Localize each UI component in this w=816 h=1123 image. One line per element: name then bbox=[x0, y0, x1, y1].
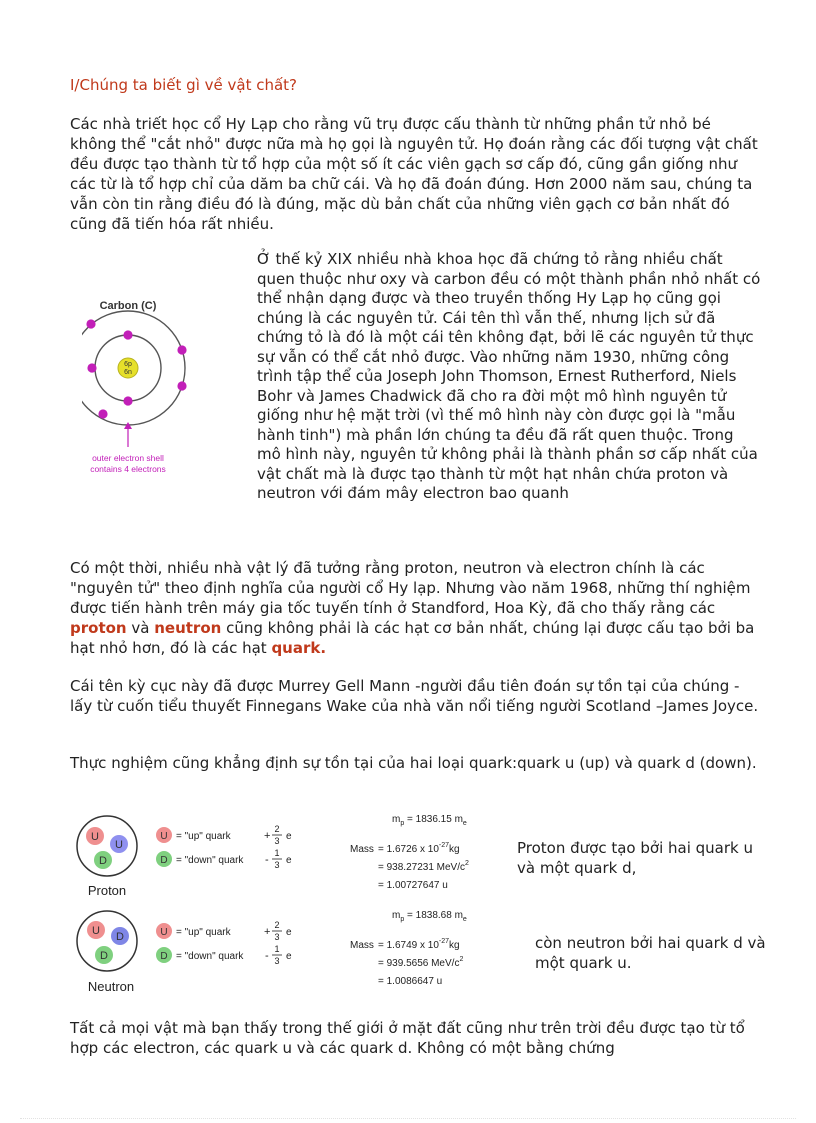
nucleus-protons: 6p bbox=[124, 361, 132, 368]
proton-neutron-figure bbox=[74, 808, 514, 1000]
down-charge-den: 3 bbox=[274, 860, 280, 870]
down-charge-e: e bbox=[286, 951, 292, 962]
highlight-quark: quark. bbox=[271, 639, 327, 657]
atom-caption-line2: contains 4 electrons bbox=[90, 464, 166, 474]
paragraph-nineteenth-century: Ở thế kỷ XIX nhiều nhà khoa học đã chứng tỏ rằng nhiều chất quen thuộc như oxy và carbon đều có một thành phần nhỏ nhất có thể nhận dạng được và theo truyền thống Hy Lạp họ cũng gọi chúng là các nguyên tử. Cái tên thì vẫn thế, nhưng lịch sử đã chứng tỏ là đó là một cái tên không đạt, bởi lẽ các nguyên tử thực sự vẫn có thể cắt nhỏ được. Vào những năm 1930, những công trình tập thể của Joseph John Thomson, Ernest Rutherford, Niels Bohr và James Chadwick đã cho ra đời một mô hình nguyên tử giống như hệ mặt trời (vì thế mô hình này còn được gọi là "mẫu hành tinh") mà phần lớn chúng ta đều đã rất quen thuộc. Trong mô hình này, nguyên tử không phải là thành phần sơ cấp nhất của vật chất mà là được tạo thành từ một hạt nhân chứa proton và neutron với đám mây electron bao quanh bbox=[257, 250, 761, 502]
legend-up-letter: U bbox=[160, 927, 168, 938]
up-charge-sign: + bbox=[264, 926, 271, 938]
up-charge-num: 2 bbox=[274, 824, 280, 834]
legend-down-text: = "down" quark bbox=[176, 951, 244, 962]
proton-up-quark-label: U bbox=[115, 839, 123, 851]
legend-up-text: = "up" quark bbox=[176, 927, 231, 938]
proton-mass-data bbox=[350, 814, 469, 891]
para3-text-b: và bbox=[126, 619, 155, 637]
paragraph-gell-mann: Cái tên kỳ cục này đã được Murrey Gell Mann -người đầu tiên đoán sự tồn tại của chúng -lấy từ cuốn tiểu thuyết Finnegans Wake của nhà văn nổi tiếng người Scotland –James Joyce. bbox=[70, 677, 759, 715]
neutron-diagram bbox=[77, 911, 137, 994]
up-charge-num: 2 bbox=[274, 920, 280, 930]
electron bbox=[98, 409, 107, 418]
proton-mass-u: = 1.00727647 u bbox=[378, 880, 448, 891]
neutron-mass-mev: = 939.5656 MeV/$c^2$ bbox=[378, 956, 464, 969]
up-charge-sign: + bbox=[264, 830, 271, 842]
legend-down-letter: D bbox=[160, 855, 168, 866]
para3-text-a: Có một thời, nhiều nhà vật lý đã tưởng rằng proton, neutron và electron chính là các "nguyên tử" theo định nghĩa của người cổ Hy lạp. Nhưng vào năm 1968, những thí nghiệm được tiến hành trên máy gia tốc tuyến tính ở Standford, Hoa Kỳ, đã cho thấy rằng các bbox=[70, 559, 751, 617]
up-charge-den: 3 bbox=[274, 836, 280, 846]
legend-down-text: = "down" quark bbox=[176, 855, 244, 866]
caption-neutron: còn neutron bởi hai quark d và một quark u. bbox=[535, 934, 766, 972]
atom-caption-line1: outer electron shell bbox=[92, 453, 164, 463]
legend-up-text: = "up" quark bbox=[176, 831, 231, 842]
proton-mass-kg: = 1.6726 x $10^{-27}kg$ bbox=[378, 842, 460, 855]
legend-down-letter: D bbox=[160, 951, 168, 962]
up-charge-e: e bbox=[286, 927, 292, 938]
paragraph-greek-philosophers: Các nhà triết học cổ Hy Lạp cho rằng vũ trụ được cấu thành từ những phần tử nhỏ bé không thể "cắt nhỏ" được nữa mà họ gọi là nguyên tử. Họ đoán rằng các đối tượng vật chất đều được tạo thành từ tổ hợp của một số ít các viên gạch sơ cấp đó, cũng gần giống như các từ là tổ hợp chỉ của dăm ba chữ cái. Và họ đã đoán đúng. Hơn 2000 năm sau, chúng ta vẫn còn tin rằng điều đó là đúng, mặc dù bản chất của những viên gạch cơ bản nhất đó cũng đã tiến hóa rất nhiều. bbox=[70, 115, 758, 233]
electron bbox=[123, 396, 132, 405]
paragraph-quark-types: Thực nghiệm cũng khẳng định sự tồn tại của hai loại quark:quark u (up) và quark d (down). bbox=[70, 754, 757, 772]
highlight-neutron: neutron bbox=[154, 619, 222, 637]
caption-proton: Proton được tạo bởi hai quark u và một quark d, bbox=[517, 839, 753, 877]
neutron-mass-kg: = 1.6749 x $10^{-27}kg$ bbox=[378, 938, 460, 951]
neutron-label: Neutron bbox=[87, 979, 135, 994]
up-charge-den: 3 bbox=[274, 932, 280, 942]
neutron-down-quark-label: D bbox=[116, 931, 124, 943]
electron bbox=[86, 319, 95, 328]
paragraph-everything: Tất cả mọi vật mà bạn thấy trong thế giới ở mặt đất cũng như trên trời đều được tạo từ tổ hợp các electron, các quark u và các quark d. Không có một bằng chứng bbox=[70, 1019, 745, 1057]
page-bottom-rule bbox=[20, 1118, 796, 1119]
para3-text-c: cũng không phải là các hạt cơ bản nhất, chúng lại được cấu tạo bởi ba hạt nhỏ hơn, đó là các hạt bbox=[70, 619, 755, 657]
proton-legend bbox=[156, 824, 292, 870]
carbon-atom-figure bbox=[82, 292, 214, 492]
proton-label: Proton bbox=[87, 883, 127, 898]
down-charge-num: 1 bbox=[274, 848, 280, 858]
electron bbox=[177, 381, 186, 390]
down-charge-sign: - bbox=[265, 950, 269, 962]
up-charge-e: e bbox=[286, 831, 292, 842]
neutron-legend bbox=[156, 920, 292, 966]
proton-mass-mev: = 938.27231 MeV/$c^2$ bbox=[378, 860, 469, 873]
proton-mass-label: Mass bbox=[350, 844, 374, 855]
proton-up-quark-label: U bbox=[91, 831, 99, 843]
proton-down-quark-label: D bbox=[99, 855, 107, 867]
down-charge-sign: - bbox=[265, 854, 269, 866]
nucleus-neutrons: 6n bbox=[124, 369, 132, 376]
legend-up-letter: U bbox=[160, 831, 168, 842]
down-charge-e: e bbox=[286, 855, 292, 866]
section-heading: I/Chúng ta biết gì về vật chất? bbox=[70, 76, 298, 94]
highlight-proton: proton bbox=[70, 619, 127, 637]
neutron-mass-u: = 1.0086647 u bbox=[378, 976, 443, 987]
proton-mp: $m_p = 1836.15$ $m_e$ bbox=[392, 814, 467, 827]
neutron-mass-data bbox=[350, 910, 467, 987]
neutron-mp: $m_p = 1838.68$ $m_e$ bbox=[392, 910, 467, 923]
neutron-up-quark-label: U bbox=[92, 925, 100, 937]
proton-diagram bbox=[77, 816, 137, 898]
neutron-mass-label: Mass bbox=[350, 940, 374, 951]
neutron-down-quark-label: D bbox=[100, 950, 108, 962]
down-charge-den: 3 bbox=[274, 956, 280, 966]
paragraph-quark-discovery bbox=[70, 558, 760, 658]
atom-title: Carbon (C) bbox=[99, 300, 157, 312]
electron bbox=[177, 345, 186, 354]
electron bbox=[123, 330, 132, 339]
electron bbox=[87, 363, 96, 372]
down-charge-num: 1 bbox=[274, 944, 280, 954]
